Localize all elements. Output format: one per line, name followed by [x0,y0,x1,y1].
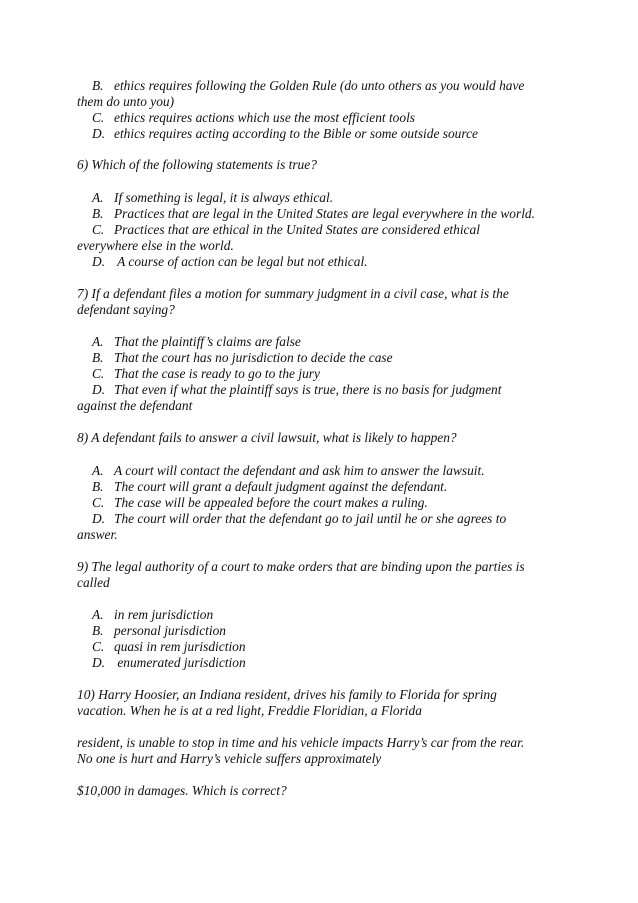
option-line-wrap: against the defendant [77,398,193,413]
option-letter: D. [92,126,106,141]
option-line [92,607,213,623]
option-line [92,350,393,366]
option-letter: B. [92,479,104,494]
option-line [92,655,246,671]
option-text: ethics requires actions which use the most efficient tools [114,110,415,125]
option-letter: C. [92,639,105,654]
option-line [92,382,501,398]
question-prompt: resident, is unable to stop in time and his vehicle impacts Harry’s car from the rear. [77,735,525,750]
option-letter: D. [92,254,106,269]
option-line-wrap: everywhere else in the world. [77,238,234,253]
option-letter: B. [92,350,104,365]
question-prompt: defendant saying? [77,302,175,317]
option-text: ethics requires acting according to the Bible or some outside source [114,126,478,141]
option-text: personal jurisdiction [114,623,226,638]
option-text: That the case is ready to go to the jury [114,366,320,381]
option-letter: A. [92,463,104,478]
option-line [92,511,506,527]
option-text: enumerated jurisdiction [114,655,246,670]
option-text: That even if what the plaintiff says is true, there is no basis for judgment [114,382,502,397]
question-prompt: $10,000 in damages. Which is correct? [77,783,287,798]
option-line-wrap: them do unto you) [77,94,175,109]
option-line [92,495,428,511]
option-letter: C. [92,110,105,125]
option-letter: A. [92,334,104,349]
option-text: A course of action can be legal but not ethical. [114,254,368,269]
option-line [92,126,478,142]
question-prompt: called [77,575,110,590]
option-line-wrap: answer. [77,527,118,542]
option-letter: D. [92,382,106,397]
question-prompt: 7) If a defendant files a motion for summary judgment in a civil case, what is the [77,286,509,301]
option-line [92,78,524,94]
option-text: If something is legal, it is always ethical. [114,190,334,205]
option-text: The court will order that the defendant go to jail until he or she agrees to [114,511,507,526]
option-letter: B. [92,206,104,221]
option-letter: A. [92,190,104,205]
question-prompt: 6) Which of the following statements is true? [77,157,317,172]
question-prompt: vacation. When he is at a red light, Freddie Floridian, a Florida [77,703,422,718]
option-line [92,623,226,639]
option-line [92,366,320,382]
option-letter: B. [92,623,104,638]
option-letter: D. [92,511,106,526]
question-prompt: 10) Harry Hoosier, an Indiana resident, drives his family to Florida for spring [77,687,497,702]
option-text: That the plaintiff’s claims are false [114,334,301,349]
question-prompt: 8) A defendant fails to answer a civil lawsuit, what is likely to happen? [77,430,457,445]
question-prompt: No one is hurt and Harry’s vehicle suffers approximately [77,751,382,766]
option-text: ethics requires following the Golden Rule (do unto others as you would have [114,78,525,93]
option-letter: D. [92,655,106,670]
option-text: Practices that are ethical in the United States are considered ethical [114,222,480,237]
option-text: Practices that are legal in the United States are legal everywhere in the world. [114,206,535,221]
option-line [92,206,535,222]
option-line [92,110,415,126]
option-letter: B. [92,78,104,93]
option-letter: C. [92,495,105,510]
option-text: The case will be appealed before the court makes a ruling. [114,495,428,510]
option-text: A court will contact the defendant and ask him to answer the lawsuit. [114,463,485,478]
option-line [92,463,485,479]
option-text: The court will grant a default judgment against the defendant. [114,479,448,494]
option-letter: C. [92,222,105,237]
option-line [92,639,246,655]
option-line [92,222,480,238]
question-prompt: 9) The legal authority of a court to make orders that are binding upon the parties is [77,559,525,574]
option-letter: A. [92,607,104,622]
option-text: quasi in rem jurisdiction [114,639,246,654]
option-text: in rem jurisdiction [114,607,214,622]
option-line [92,190,333,206]
option-letter: C. [92,366,105,381]
option-text: That the court has no jurisdiction to decide the case [114,350,393,365]
option-line [92,334,301,350]
option-line [92,479,447,495]
option-line [92,254,368,270]
